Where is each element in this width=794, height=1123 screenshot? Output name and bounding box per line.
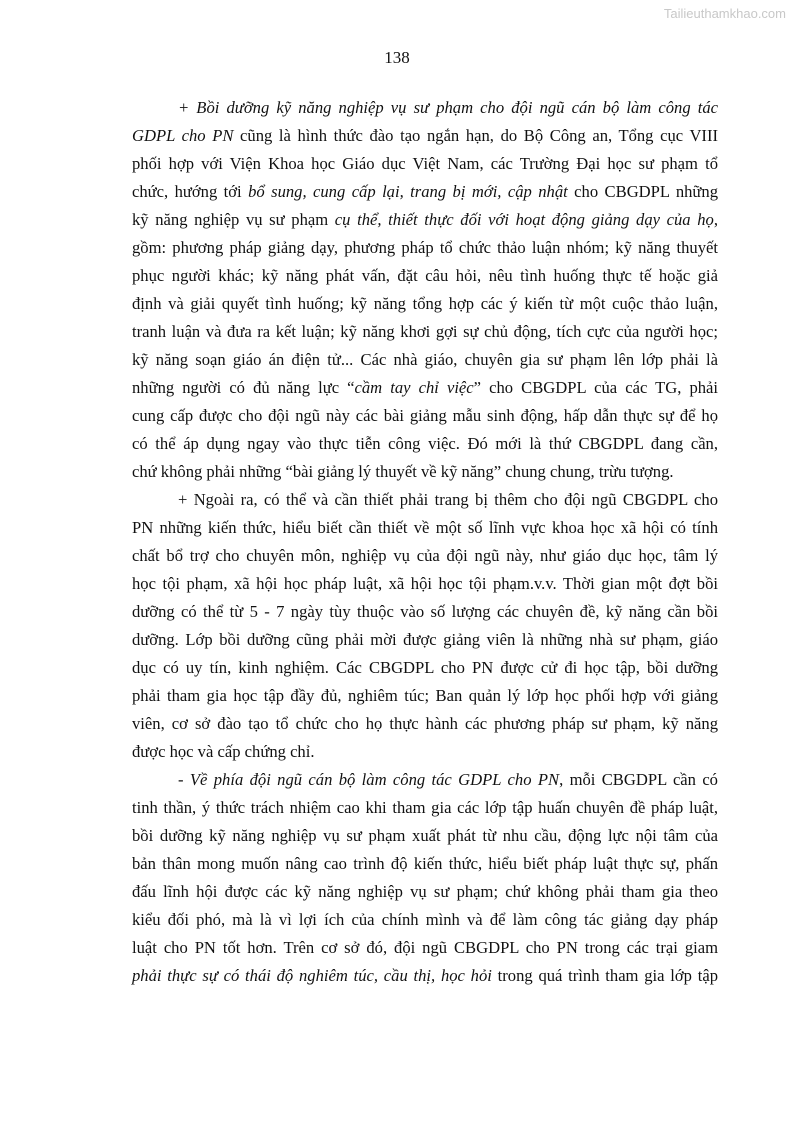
italic-text-segment: cầm tay chỉ việc — [354, 378, 474, 397]
body-text — [132, 94, 718, 990]
text-segment: định và giải quyết tình huống; kỹ năng tổng hợp các ý kiến từ một cuộc thảo luận, — [132, 294, 718, 313]
text-segment: có thể áp dụng ngay vào thực tiễn công việc. Đó mới là thứ CBGDPL đang cần, — [132, 434, 718, 453]
text-segment: cung cấp được cho đội ngũ này các bài giảng mẫu sinh động, hấp dẫn thực sự để họ — [132, 406, 718, 425]
italic-text-segment: + Bồi dưỡng kỹ năng nghiệp vụ sư phạm cho đội ngũ cán bộ làm công tác — [178, 98, 718, 117]
text-line — [132, 570, 718, 598]
text-segment: luật cho PN tốt hơn. Trên cơ sở đó, đội ngũ CBGDPL cho PN trong các trại giam — [132, 938, 718, 957]
text-line — [132, 346, 718, 374]
text-segment: kiểu đối phó, mà là vì lợi ích của chính mình và để làm công tác giảng dạy pháp — [132, 910, 718, 929]
italic-text-segment: bổ sung, cung cấp lại, trang bị mới, cập nhật — [248, 182, 568, 201]
text-line — [132, 290, 718, 318]
text-segment: + Ngoài ra, có thể và cần thiết phải trang bị thêm cho đội ngũ CBGDPL cho — [178, 490, 718, 509]
text-line — [132, 94, 718, 122]
text-line — [132, 626, 718, 654]
italic-text-segment: Về phía đội ngũ cán bộ làm công tác GDPL cho PN — [189, 770, 560, 789]
text-segment: bản thân mong muốn nâng cao trình độ kiến thức, hiểu biết pháp luật thực sự, phấn — [132, 854, 718, 873]
text-segment: dưỡng. Lớp bồi dưỡng cũng phải mời được giảng viên là những nhà sư phạm, giáo — [132, 630, 718, 649]
text-line — [132, 374, 718, 402]
text-line — [132, 122, 718, 150]
text-segment: đấu lĩnh hội được các kỹ năng nghiệp vụ sư phạm; chứ không phải tham gia theo — [132, 882, 718, 901]
text-line — [132, 682, 718, 710]
text-segment: phải tham gia học tập đầy đủ, nghiêm túc; Ban quản lý lớp học phối hợp với giảng — [132, 686, 718, 705]
italic-text-segment: GDPL cho PN — [132, 126, 234, 145]
text-line — [132, 878, 718, 906]
text-line — [132, 822, 718, 850]
text-line — [132, 794, 718, 822]
text-segment: trong quá trình tham gia lớp tập — [491, 966, 718, 985]
text-segment: dưỡng có thể từ 5 - 7 ngày tùy thuộc vào số lượng các chuyên đề, kỹ năng cần bồi — [132, 602, 718, 621]
text-segment: ” cho CBGDPL của các TG, phải — [473, 378, 719, 397]
text-segment: những người có đủ năng lực “ — [132, 378, 355, 397]
text-line — [132, 850, 718, 878]
italic-text-segment: cụ thể, thiết thực đối với hoạt động giảng dạy của họ — [334, 210, 714, 229]
text-segment: được học và cấp chứng chỉ. — [132, 742, 315, 761]
text-segment: , mỗi CBGDPL cần có — [559, 770, 718, 789]
text-segment: chức, hướng tới — [132, 182, 249, 201]
text-segment: học tội phạm, xã hội học pháp luật, xã hội học tội phạm.v.v. Thời gian một đợt bồi — [132, 574, 718, 593]
text-segment: dục có uy tín, kinh nghiệm. Các CBGDPL cho PN được cử đi học tập, bồi dưỡng — [132, 658, 718, 677]
text-line — [132, 206, 718, 234]
text-segment: , — [713, 210, 718, 229]
text-line — [132, 542, 718, 570]
text-line — [132, 178, 718, 206]
text-segment: phối hợp với Viện Khoa học Giáo dục Việt Nam, các Trường Đại học sư phạm tổ — [132, 154, 718, 173]
text-segment: tranh luận và đưa ra kết luận; kỹ năng khơi gợi sự chủ động, tích cực của người học; — [132, 322, 718, 341]
text-line — [132, 150, 718, 178]
text-line — [132, 458, 718, 486]
text-line — [132, 234, 718, 262]
text-segment: chứ không phải những “bài giảng lý thuyết về kỹ năng” chung chung, trừu tượng. — [132, 462, 674, 481]
text-segment: kỹ năng soạn giáo án điện tử... Các nhà giáo, chuyên gia sư phạm lên lớp phải là — [132, 350, 718, 369]
text-segment: tinh thần, ý thức trách nhiệm cao khi tham gia các lớp tập huấn chuyên đề pháp luật, — [132, 798, 718, 817]
text-segment: gồm: phương pháp giảng dạy, phương pháp tổ chức thảo luận nhóm; kỹ năng thuyết — [132, 238, 718, 257]
text-line — [132, 486, 718, 514]
text-segment: cho CBGDPL những — [567, 182, 719, 201]
text-segment: chất bổ trợ cho chuyên môn, nghiệp vụ của đội ngũ này, như giáo dục học, tâm lý — [132, 546, 718, 565]
text-line — [132, 962, 718, 990]
text-line — [132, 262, 718, 290]
text-line — [132, 934, 718, 962]
text-line — [132, 402, 718, 430]
page-number: 138 — [384, 48, 410, 67]
text-segment: - — [178, 770, 190, 789]
watermark: Tailieuthamkhao.com — [663, 6, 786, 21]
text-segment: PN những kiến thức, hiểu biết cần thiết về một số lĩnh vực khoa học xã hội có tính — [132, 518, 718, 537]
text-line — [132, 318, 718, 346]
text-line — [132, 906, 718, 934]
text-line — [132, 710, 718, 738]
italic-text-segment: phải thực sự có thái độ nghiêm túc, cầu thị, học hỏi — [132, 966, 492, 985]
text-line — [132, 430, 718, 458]
text-line — [132, 738, 718, 766]
text-line — [132, 766, 718, 794]
text-segment: kỹ năng nghiệp vụ sư phạm — [132, 210, 335, 229]
text-line — [132, 514, 718, 542]
text-line — [132, 654, 718, 682]
text-segment: bồi dưỡng kỹ năng nghiệp vụ sư phạm xuất phát từ nhu cầu, động lực nội tâm của — [132, 826, 718, 845]
text-segment: cũng là hình thức đào tạo ngắn hạn, do Bộ Công an, Tổng cục VIII — [233, 126, 719, 145]
text-line — [132, 598, 718, 626]
text-segment: viên, cơ sở đào tạo tổ chức cho họ thực hành các phương pháp sư phạm, kỹ năng — [132, 714, 718, 733]
text-segment: phục người khác; kỹ năng phát vấn, đặt câu hỏi, nêu tình huống thực tế hoặc giả — [132, 266, 718, 285]
